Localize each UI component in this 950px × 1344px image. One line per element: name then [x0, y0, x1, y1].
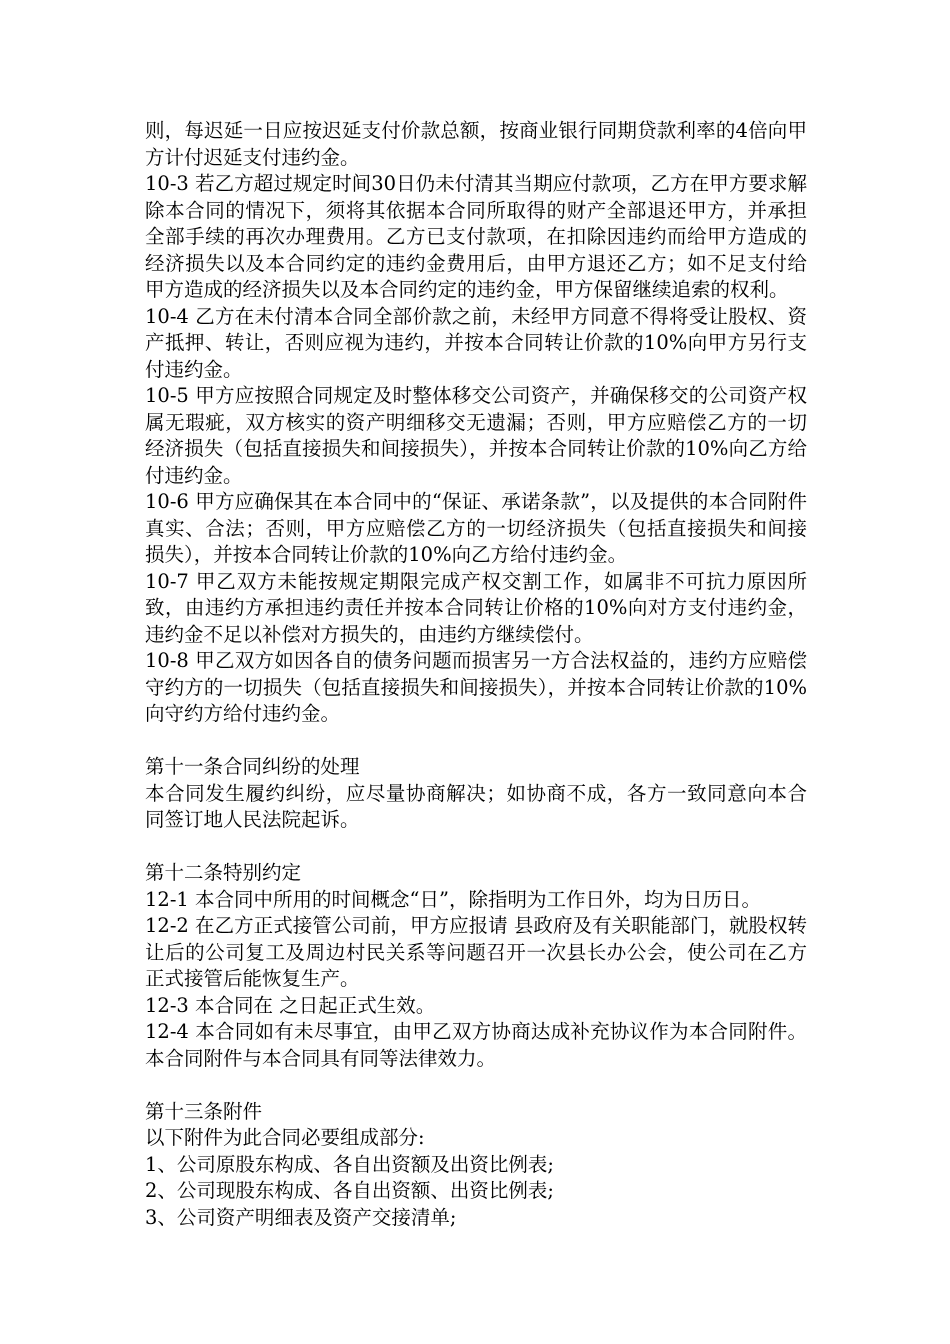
article-13-intro: 以下附件为此合同必要组成部分:: [145, 1126, 425, 1149]
clause-10-3: 10-3 若乙方超过规定时间30日仍未付清其当期应付款项，乙方在甲方要求解除本合同的情况下，须将其依据本合同所取得的财产全部退还甲方，并承担全部手续的再次办理费用。乙方已支付款项，在扣除因违约而给甲方造成的经济损失以及本合同约定的违约金费用后，由甲方退还乙方；如不足支付给甲方造成的经济损失以及本合同约定的违约金，甲方保留继续追索的权利。: [145, 172, 807, 301]
clause-10-4: 10-4 乙方在未付清本合同全部价款之前，未经甲方同意不得将受让股权、资产抵押、转让，否则应视为违约，并按本合同转让价款的10%向甲方另行支付违约金。: [145, 304, 807, 381]
clause-10-7: 10-7 甲乙双方未能按规定期限完成产权交割工作，如属非不可抗力原因所致，由违约方承担违约责任并按本合同转让价格的10%向对方支付违约金，违约金不足以补偿对方损失的，由违约方继续偿付。: [145, 569, 807, 646]
clause-10-5: 10-5 甲方应按照合同规定及时整体移交公司资产，并确保移交的公司资产权属无瑕疵，双方核实的资产明细移交无遗漏；否则，甲方应赔偿乙方的一切经济损失（包括直接损失和间接损失），并按本合同转让价款的10%向乙方给付违约金。: [145, 384, 807, 487]
attachment-item: 1、公司原股东构成、各自出资额及出资比例表;: [145, 1152, 554, 1176]
attachment-item: 2、公司现股东构成、各自出资额、出资比例表;: [145, 1179, 554, 1202]
clause-12-1: 12-1 本合同中所用的时间概念“日”，除指明为工作日外，均为日历日。: [145, 887, 761, 911]
article-11-heading: 第十一条合同纠纷的处理: [145, 755, 360, 778]
spacer: [145, 834, 807, 861]
clause-10-2-continuation: 则，每迟延一日应按迟延支付价款总额，按商业银行同期贷款利率的4倍向甲方计付迟延支付违约金。: [145, 119, 807, 169]
clause-10-6: 10-6 甲方应确保其在本合同中的“保证、承诺条款”，以及提供的本合同附件真实、合法；否则，甲方应赔偿乙方的一切经济损失（包括直接损失和间接损失），并按本合同转让价款的10%向乙方给付违约金。: [145, 490, 807, 566]
article-13-heading: 第十三条附件: [145, 1099, 263, 1123]
clause-12-3: 12-3 本合同在 之日起正式生效。: [145, 993, 436, 1017]
attachment-item: 3、公司资产明细表及资产交接清单;: [145, 1205, 457, 1229]
spacer: [145, 728, 807, 755]
article-12-heading: 第十二条特别约定: [145, 861, 302, 884]
document-page: [145, 118, 807, 1231]
article-11-body: 本合同发生履约纠纷，应尽量协商解决；如协商不成，各方一致同意向本合同签订地人民法院起诉。: [145, 781, 807, 831]
clause-10-8: 10-8 甲乙双方如因各自的债务问题而损害另一方合法权益的，违约方应赔偿守约方的一切损失（包括直接损失和间接损失），并按本合同转让价款的10%向守约方给付违约金。: [145, 649, 807, 725]
clause-12-4: 12-4 本合同如有未尽事宜，由甲乙双方协商达成补充协议作为本合同附件。本合同附件与本合同具有同等法律效力。: [145, 1020, 807, 1070]
spacer: [145, 1072, 807, 1099]
clause-12-2: 12-2 在乙方正式接管公司前，甲方应报请 县政府及有关职能部门，就股权转让后的公司复工及周边村民关系等问题召开一次县长办公会，使公司在乙方正式接管后能恢复生产。: [145, 914, 807, 990]
